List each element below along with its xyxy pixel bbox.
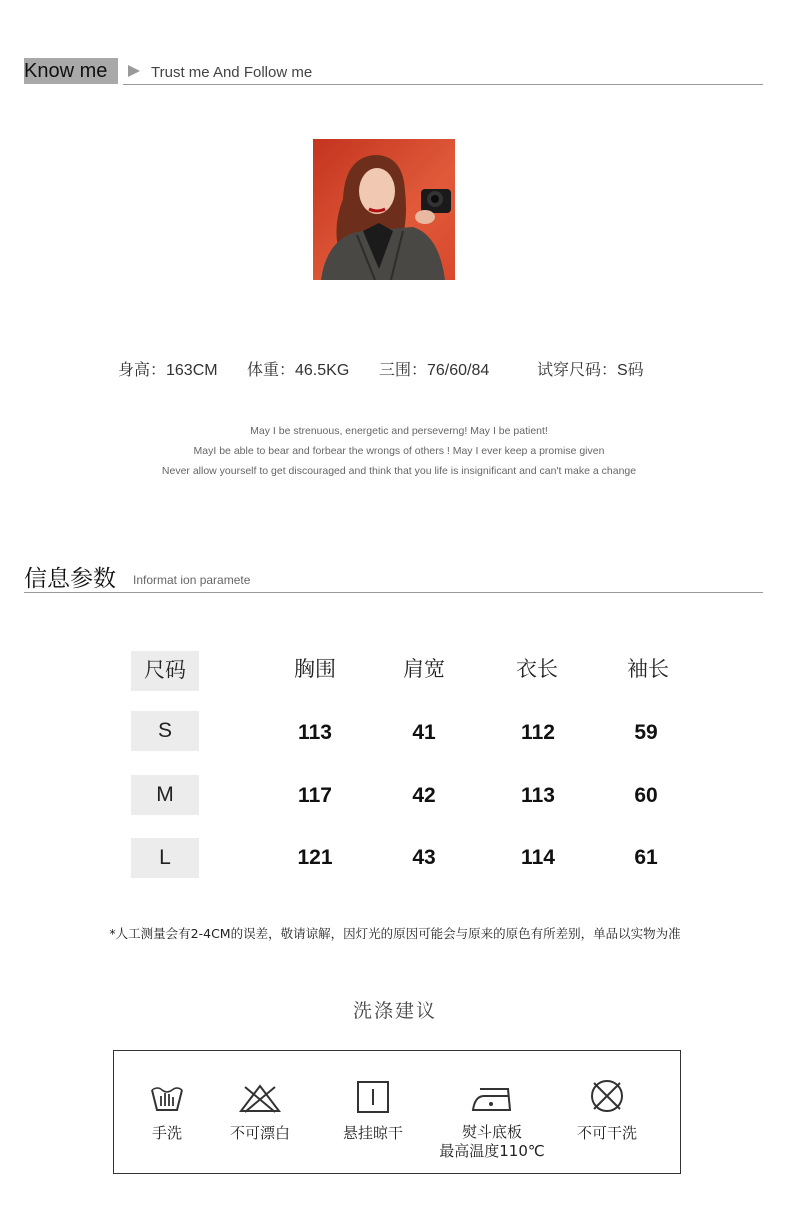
hand-wash-label: 手洗: [151, 1124, 182, 1142]
quote-line-3: Never allow yourself to get discouraged and think that you life is insignificant and can't make a change: [161, 465, 637, 477]
no-dry-clean-label: 不可干洗: [576, 1124, 637, 1142]
chest-header: 胸围: [294, 657, 336, 681]
model-photo: [313, 139, 455, 280]
table-cell: 112: [521, 721, 555, 744]
hang-dry-icon: [356, 1080, 390, 1118]
info-subtitle: Informat ion paramete: [133, 573, 251, 587]
sleeve-header: 袖长: [627, 657, 669, 681]
table-cell: 41: [412, 721, 436, 744]
know-me-subtitle: Trust me And Follow me: [151, 64, 313, 81]
measurement-note: *人工测量会有2-4CM的误差，敬请谅解，因灯光的原因可能会与原来的原色有所差别，单品以实物为准: [109, 926, 681, 941]
wash-instructions-box: [113, 1050, 681, 1174]
table-cell: 43: [412, 846, 436, 869]
quote-line-2: MayI be able to bear and forbear the wrongs of others ! May I ever keep a promise given: [193, 445, 605, 457]
shoulder-header: 肩宽: [403, 657, 445, 681]
hand-wash-icon: [149, 1082, 185, 1116]
table-cell: 117: [298, 784, 332, 807]
size-header-cell: 尺码: [131, 651, 199, 691]
table-cell: 113: [298, 721, 332, 744]
model-weight: 体重：46.5KG: [247, 362, 350, 379]
model-height: 身高：163CM: [118, 362, 218, 379]
know-me-title: Know me: [24, 60, 108, 82]
triangle-right-icon: [128, 65, 140, 77]
wash-title: 洗涤建议: [352, 1000, 437, 1022]
iron-icon: [470, 1084, 514, 1118]
table-cell: 59: [634, 721, 658, 744]
length-header: 衣长: [516, 657, 558, 681]
table-cell: 114: [521, 846, 555, 869]
iron-label: 熨斗底板: [461, 1123, 522, 1141]
table-cell: 61: [634, 846, 658, 869]
no-dry-clean-icon: [589, 1078, 625, 1118]
model-size-worn: 试穿尺码：S码: [537, 362, 644, 379]
iron-temperature-label: 最高温度110℃: [439, 1142, 545, 1160]
model-measurements: 三围：76/60/84: [379, 362, 490, 379]
table-cell: 113: [521, 784, 555, 807]
hang-dry-label: 悬挂晾干: [342, 1124, 403, 1142]
table-cell: 121: [297, 846, 333, 869]
info-divider: [24, 592, 763, 593]
table-cell: 60: [634, 784, 658, 807]
size-cell-m: M: [131, 775, 199, 815]
size-cell-s: S: [131, 711, 199, 751]
info-title: 信息参数: [24, 566, 116, 592]
quote-line-1: May I be strenuous, energetic and perseverng! May I be patient!: [250, 425, 548, 437]
no-bleach-icon: [239, 1083, 281, 1117]
size-cell-l: L: [131, 838, 199, 878]
no-bleach-label: 不可漂白: [229, 1124, 290, 1142]
table-cell: 42: [412, 784, 436, 807]
header-divider: [123, 84, 763, 85]
